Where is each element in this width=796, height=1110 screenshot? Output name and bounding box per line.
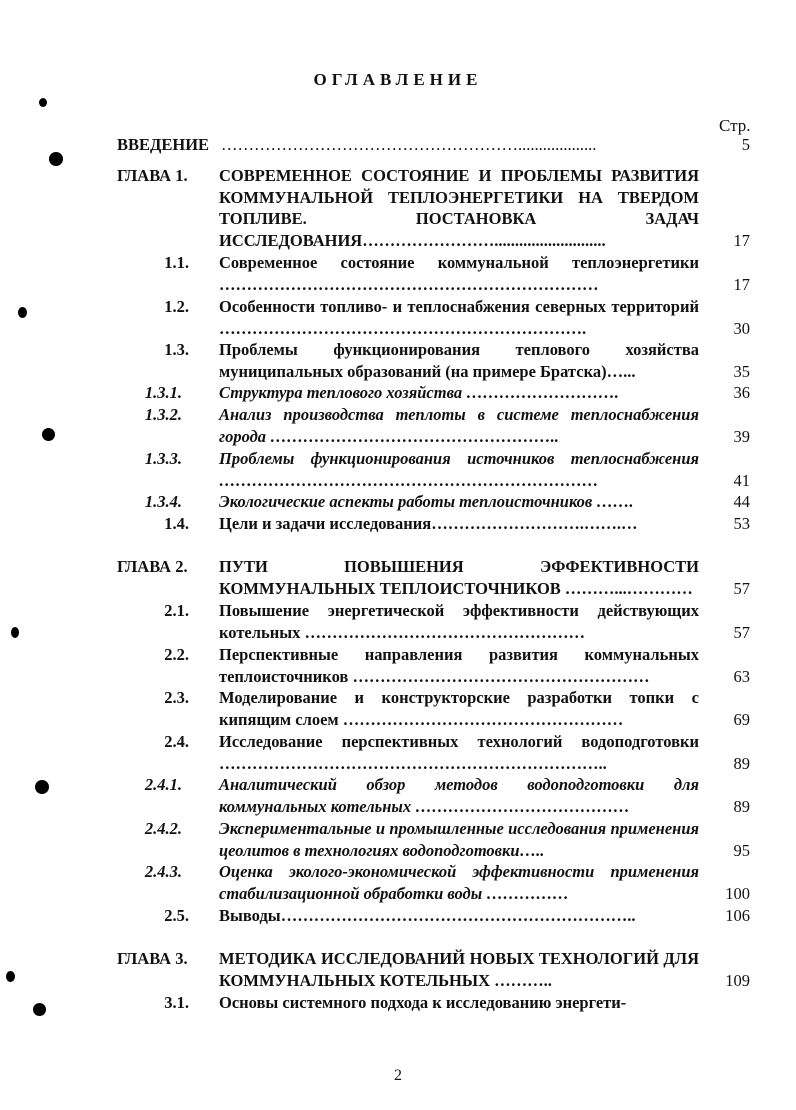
page-number: 2 (394, 1067, 402, 1084)
toc-entry-label: 1.3.3. (144, 449, 182, 468)
toc-page-number: 57 (733, 579, 750, 598)
toc-entry-title: Проблемы функционирования теплового хозяйства муниципальных образований (на примере Братска)…... (219, 340, 699, 381)
toc-page-number: 89 (733, 754, 750, 773)
toc-entry-label: 2.2. (164, 645, 189, 664)
toc-page-number: 57 (733, 623, 750, 642)
toc-page-number: 63 (733, 667, 750, 686)
toc-page-number: 95 (733, 841, 750, 860)
toc-entry-label: ВВЕДЕНИЕ (117, 135, 210, 154)
toc-entry-label: 1.2. (164, 297, 189, 316)
toc-entry-title: МЕТОДИКА ИССЛЕДОВАНИЙ НОВЫХ ТЕХНОЛОГИЙ ДЛЯ КОММУНАЛЬНЫХ КОТЕЛЬНЫХ ……….. (219, 949, 699, 990)
toc-entry-title: Особенности топливо- и теплоснабжения северных территорий …………………………………………………………. (219, 297, 699, 338)
toc-entry-title: Моделирование и конструкторские разработки топки с кипящим слоем …………………………………………… (219, 688, 699, 729)
page-title: ОГЛАВЛЕНИЕ (313, 70, 483, 89)
toc-entry-title: Выводы……………………………………………………….. (219, 906, 636, 925)
toc-entry-label: 2.4. (164, 732, 189, 751)
toc-entry-leader: ………………………………………………................... (221, 135, 597, 154)
toc-page-number: 100 (725, 884, 750, 903)
toc-entry-title: Повышение энергетической эффективности действующих котельных …………………………………………… (219, 601, 699, 642)
toc-page-number: 17 (733, 231, 750, 250)
toc-entry-label: 1.3.4. (144, 492, 182, 511)
punch-hole-mark (11, 627, 19, 638)
toc-entry-title: Аналитический обзор методов водоподготовки для коммунальных котельных ………………………………… (219, 775, 699, 816)
toc-entry-label: 2.4.3. (144, 862, 182, 881)
toc-entry-title: СОВРЕМЕННОЕ СОСТОЯНИЕ И ПРОБЛЕМЫ РАЗВИТИЯ КОММУНАЛЬНОЙ ТЕПЛОЭНЕРГЕТИКИ НА ТВЕРДОМ ТОПЛИВЕ. ПОСТАНОВКА ЗАДАЧ ИССЛЕДОВАНИЯ……………………........................... (219, 166, 699, 251)
toc-entry-label: ГЛАВА 1. (117, 166, 188, 185)
toc-entry-title: Перспективные направления развития коммунальных теплоисточников ……………………………………………… (219, 645, 699, 686)
toc-entry-title: ПУТИ ПОВЫШЕНИЯ ЭФФЕКТИВНОСТИ КОММУНАЛЬНЫХ ТЕПЛОИСТОЧНИКОВ ………...………… (219, 557, 699, 598)
toc-page-number: 53 (733, 514, 750, 533)
toc-entry-title: Анализ производства теплоты в системе теплоснабжения города …………………………………………….. (219, 405, 699, 446)
toc-page-number: 44 (733, 492, 750, 511)
toc-entry-title: Исследование перспективных технологий водоподготовки …………………………………………………………….. (219, 732, 699, 773)
toc-entry-label: 2.4.2. (144, 819, 182, 838)
punch-hole-mark (42, 428, 55, 441)
toc-entry-title: Экспериментальные и промышленные исследования применения цеолитов в технологиях водоподготовки….. (219, 819, 699, 860)
toc-entry-label: 2.5. (164, 906, 189, 925)
toc-page-number: 36 (733, 383, 750, 402)
toc-entry-title: Цели и задачи исследования……………………….…….… (219, 514, 638, 533)
punch-hole-mark (49, 152, 63, 166)
toc-page-number: 106 (725, 906, 750, 925)
toc-entry-label: 1.3. (164, 340, 189, 359)
toc-entry-title: Современное состояние коммунальной теплоэнергетики …………………………………………………………… (219, 253, 699, 294)
punch-hole-mark (39, 98, 47, 107)
toc-page-number: 5 (741, 135, 750, 154)
toc-page-number: 17 (733, 275, 750, 294)
toc-entry-title: Оценка эколого-экономической эффективности применения стабилизационной обработки воды …………… (219, 862, 699, 903)
toc-page-number: 69 (733, 710, 750, 729)
toc-entry-title: Основы системного подхода к исследованию энергети- (219, 993, 627, 1012)
page-column-header: Стр. (719, 116, 751, 135)
toc-page-number: 39 (733, 427, 750, 446)
punch-hole-mark (35, 780, 49, 794)
toc-entry-title: Экологические аспекты работы теплоисточников ……. (219, 492, 634, 511)
toc-entry-title: Проблемы функционирования источников теплоснабжения …………………………………………………………… (219, 449, 699, 490)
toc-entry-label: ГЛАВА 2. (117, 557, 188, 576)
punch-hole-mark (33, 1003, 46, 1016)
toc-entry-label: 1.1. (164, 253, 189, 272)
toc-page-number: 35 (733, 362, 750, 381)
toc-page-number: 41 (733, 471, 750, 490)
toc-entry-label: 2.4.1. (144, 775, 182, 794)
toc-entry-title: Структура теплового хозяйства ………………………. (219, 383, 619, 402)
toc-page-number: 109 (725, 971, 750, 990)
toc-entry-label: 1.3.2. (144, 405, 182, 424)
toc-entry-label: 1.3.1. (144, 383, 182, 402)
punch-hole-mark (6, 971, 15, 982)
toc-entry-label: 2.3. (164, 688, 189, 707)
toc-page-number: 89 (733, 797, 750, 816)
toc-entry-label: 2.1. (164, 601, 189, 620)
punch-hole-mark (18, 307, 27, 318)
toc-entry-label: ГЛАВА 3. (117, 949, 188, 968)
toc-entry-label: 1.4. (164, 514, 189, 533)
toc-page-number: 30 (733, 319, 750, 338)
toc-entry-label: 3.1. (164, 993, 189, 1012)
